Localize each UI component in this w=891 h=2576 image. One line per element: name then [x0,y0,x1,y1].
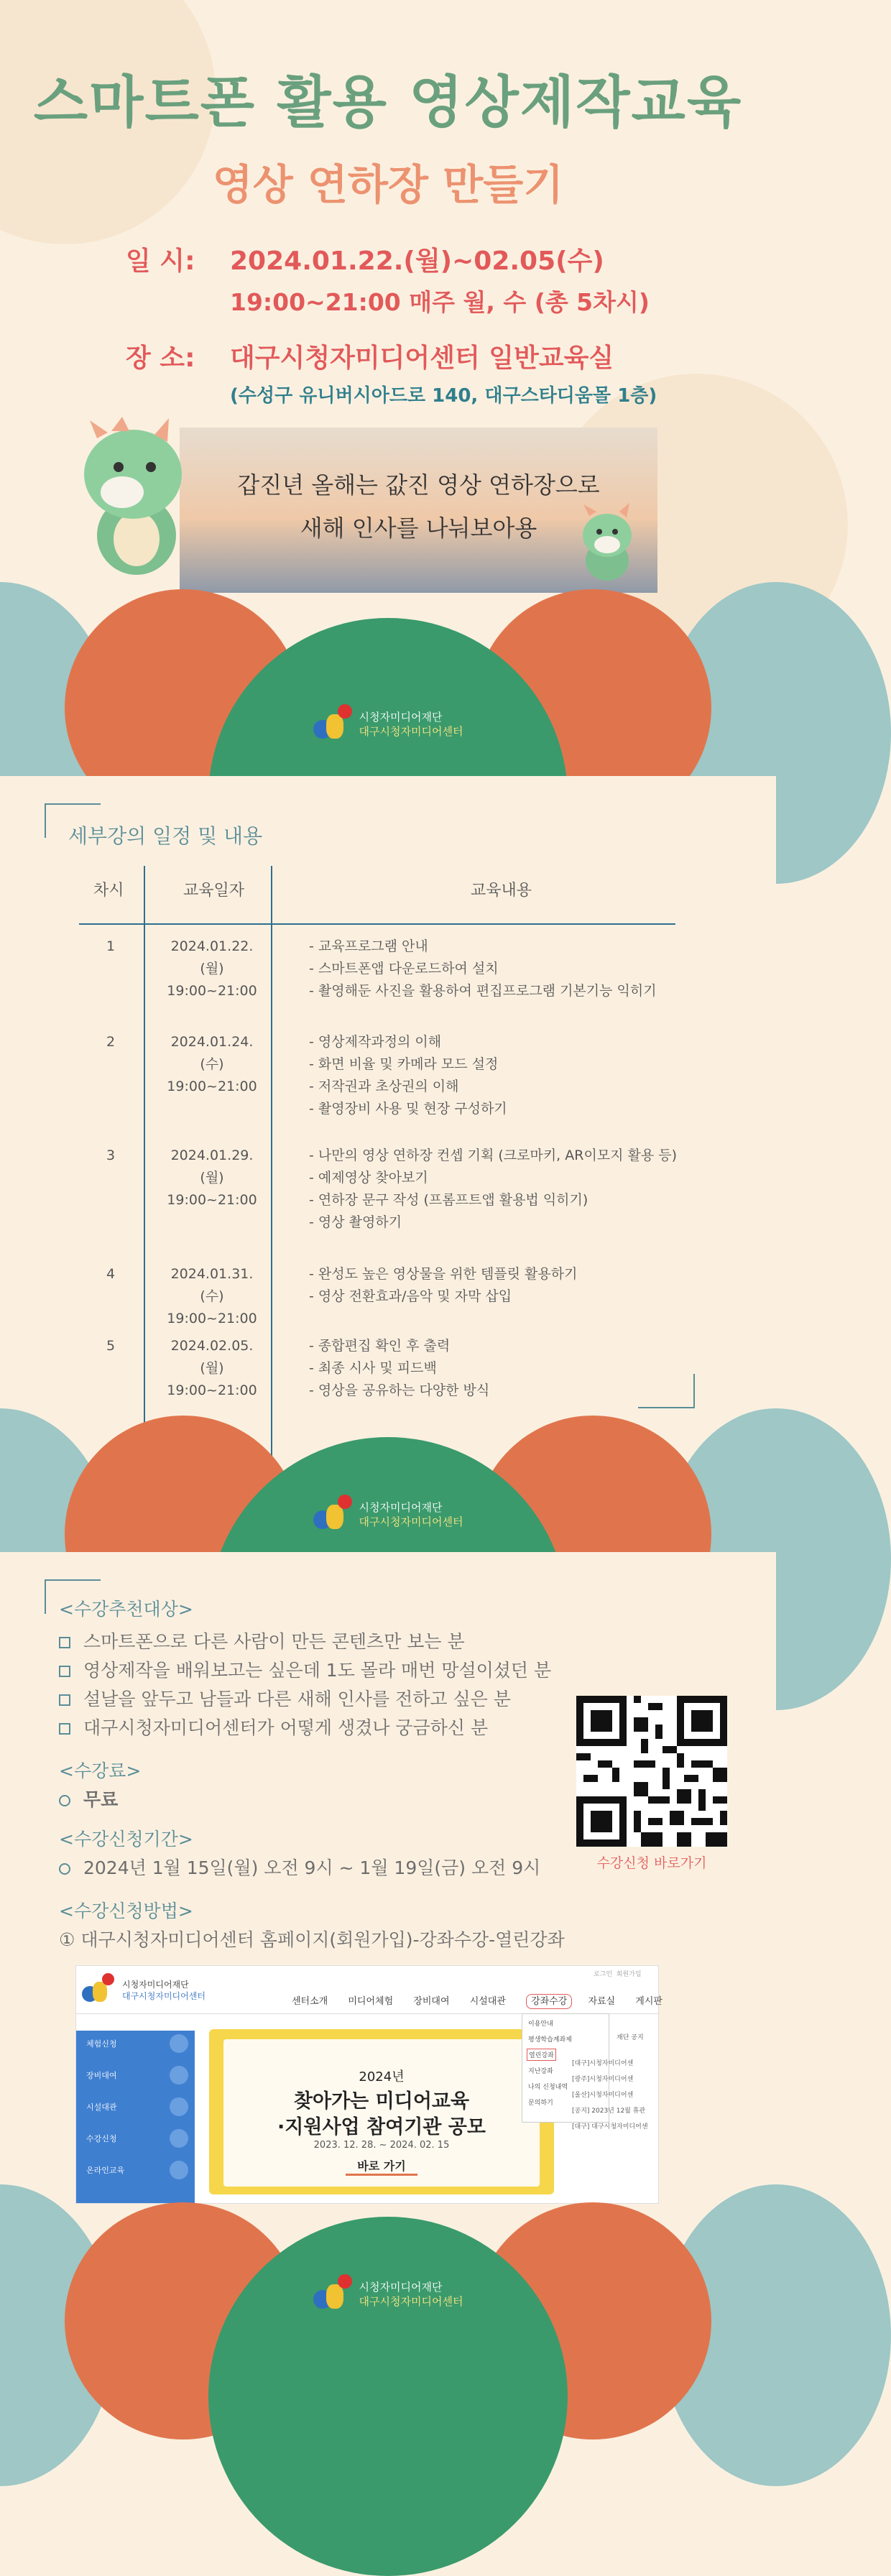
place-label: 장 소: [126,343,195,373]
notice-item[interactable]: [광주]시청자미디어센 [572,2076,634,2083]
target-title: <수강추천대상> [59,1599,193,1620]
fee-title: <수강료> [59,1760,142,1781]
dropdown-item[interactable]: 이용안내 [528,2021,553,2028]
address: (수성구 유니버시아드로 140, 대구스타디움몰 1층) [230,385,657,407]
foundation-logo-icon [313,2274,354,2314]
date-value: 2024.01.22.(월)~02.05(수) [230,246,604,276]
notice-item[interactable]: [대구]시청자미디어센 [572,2060,634,2067]
logo-center: 대구시청자미디어센터 [359,725,463,738]
method-item: ① 대구시청자미디어센터 홈페이지(회원가입)-강좌수강-열린강좌 [59,1929,565,1950]
logo-center: 대구시청자미디어센터 [359,2295,463,2308]
target-item: 영상제작을 배워보고는 싶은데 1도 몰라 매번 망설이셨던 분 [59,1656,551,1682]
small-dragon-icon [575,503,640,582]
promo-year: 2024년 [359,2069,405,2085]
table-column-divider [271,866,272,1466]
foundation-logo [280,2274,496,2314]
session-number: 4 [106,1266,116,1282]
notice-item[interactable]: [공지] 2023년 12월 휴관 [572,2108,646,2115]
notice-list [572,2029,658,2194]
side-item[interactable]: 장비대여 [86,2071,117,2080]
corner-bracket [45,803,101,805]
foundation-logo [280,704,496,744]
schedule-title: 세부강의 일정 및 내용 [68,824,263,848]
side-menu [76,2031,195,2203]
notice-item[interactable]: [울산]시청자미디어센 [572,2092,634,2099]
session-content: - 교육프로그램 안내 - 스마트폰앱 다운로드하여 설치 - 촬영해둔 사진을 활용하여 편집프로그램 기본기능 익히기 [309,938,657,999]
foundation-logo [280,1495,496,1535]
session-date: 2024.01.31.(수) 19:00~21:00 [167,1266,257,1326]
side-icon [170,2129,188,2148]
promo-banner[interactable] [209,2029,554,2194]
nav-item[interactable]: 미디어체험 [348,1996,394,2007]
signup-link[interactable]: 회원가입 [616,1971,642,1978]
dropdown-item[interactable]: 지난강좌 [528,2068,553,2075]
dropdown-item[interactable]: 나의 신청내역 [528,2084,568,2091]
side-icon [170,2097,188,2116]
session-content: - 종합편집 확인 후 출력 - 최종 시사 및 피드백 - 영상을 공유하는 다양한 방식 [309,1338,490,1398]
session-date: 2024.01.22.(월) 19:00~21:00 [167,938,257,999]
nav-item[interactable]: 센터소개 [292,1996,328,2007]
foundation-logo-icon [313,1495,354,1535]
banner-line-2: 새해 인사를 나눠보아용 [300,514,537,542]
notice-tab[interactable]: 재단 공지 [617,2034,644,2041]
session-content: - 나만의 영상 연하장 컨셉 기획 (크로마키, AR이모지 활용 등) - 예제영상 찾아보기 - 연하장 문구 작성 (프롬프트앱 활용법 익히기) - 영상 촬영하기 [309,1148,678,1230]
corner-bracket [45,1579,46,1614]
header-session: 차시 [93,882,124,900]
corner-bracket [693,1374,695,1408]
logo-org: 시청자미디어재단 [359,2281,443,2294]
date-label: 일 시: [126,246,195,276]
corner-bracket [45,803,46,838]
side-item[interactable]: 수강신청 [86,2134,117,2143]
poster-panel-application [0,1552,776,2328]
time-value: 19:00~21:00 매주 월, 수 (총 5차시) [230,288,650,316]
target-item: 설날을 앞두고 남들과 다른 새해 인사를 전하고 싶은 분 [59,1685,511,1711]
dropdown-item-open-courses[interactable]: 열린강좌 [527,2049,556,2061]
corner-bracket [638,1407,694,1408]
foundation-logo-icon [313,704,354,744]
session-number: 5 [106,1338,116,1354]
nav-item[interactable]: 게시판 [635,1996,663,2007]
corner-bracket [45,1579,101,1581]
nav-item-courses[interactable]: 강좌수강 [526,1994,572,2009]
website-screenshot: 시청자미디어재단 대구시청자미디어센터 로그인 회원가입 센터소개 미디어체험 장비대여 시설대관 강좌수강 자료실 게시판 체험신청 장비대여 시설대관 수강신청 온라인교육 2024년 찾아가는 미디어교육 ·지원사업 참여기관 공모 2023. 12. 28. ~ 2024. 02. 15 바로 가기 이용안내 평생학습계좌제 열린강좌 지난강좌 나의 신청내역 문의하기 재단 공지 [대구]시청자미디어센 [광주]시청자미디어센 [울산]시청자미디어센 [공지] 2023년 12월 휴관 [대구] 대구시청자미디어센 [75,1965,659,2204]
table-column-divider [144,866,145,1466]
qr-caption[interactable]: 수강신청 바로가기 [596,1855,707,1871]
method-title: <수강신청방법> [59,1901,193,1921]
nav-item[interactable]: 자료실 [588,1996,616,2007]
target-item: 스마트폰으로 다른 사람이 만든 콘텐츠만 보는 분 [59,1628,465,1653]
dropdown-item[interactable]: 문의하기 [528,2100,553,2107]
promo-period: 2023. 12. 28. ~ 2024. 02. 15 [313,2140,450,2151]
dropdown-item[interactable]: 평생학습계좌제 [528,2036,572,2044]
site-logo-icon [82,1973,116,2008]
banner-line-1: 갑진년 올해는 값진 영상 연하장으로 [237,471,600,499]
side-item[interactable]: 체험신청 [86,2039,117,2049]
poster-panel-intro [0,0,776,776]
logo-org: 시청자미디어재단 [359,711,443,724]
poster-panel-schedule [0,776,776,1552]
header-date: 교육일자 [183,882,245,900]
subtitle: 영상 연하장 만들기 [212,160,564,209]
qr-code-icon[interactable] [576,1696,727,1847]
nav-item[interactable]: 장비대여 [413,1996,450,2007]
side-item[interactable]: 시설대관 [86,2102,117,2112]
dragon-mascot-icon [68,417,198,582]
hill-green [208,2217,568,2576]
login-link[interactable]: 로그인 [594,1971,613,1978]
side-icon [170,2066,188,2085]
session-number: 2 [106,1034,116,1050]
table-header-divider [79,923,675,925]
promo-go-button[interactable]: 바로 가기 [346,2157,417,2176]
side-icon [170,2034,188,2053]
session-number: 3 [106,1148,116,1163]
session-number: 1 [106,938,116,954]
fee-item: 무료 [59,1786,118,1811]
main-title: 스마트폰 활용 영상제작교육 [33,70,743,135]
nav-item[interactable]: 시설대관 [469,1996,506,2007]
top-links [594,1969,642,1978]
promo-line-1: 찾아가는 미디어교육 [293,2090,470,2113]
promo-line-2: ·지원사업 참여기관 공모 [277,2116,486,2138]
target-item: 대구시청자미디어센터가 어떻게 생겼나 궁금하신 분 [59,1714,488,1740]
session-content: - 영상제작과정의 이해 - 화면 비율 및 카메라 모드 설정 - 저작권과 초상권의 이해 - 촬영장비 사용 및 현장 구성하기 [309,1034,507,1117]
session-date: 2024.01.29.(월) 19:00~21:00 [167,1148,257,1208]
logo-center: 대구시청자미디어센터 [359,1515,463,1528]
session-content: - 완성도 높은 영상물을 위한 템플릿 활용하기 - 영상 전환효과/음악 및 자막 삽입 [309,1266,578,1304]
header-content: 교육내용 [471,882,532,900]
site-nav [292,1993,663,2007]
side-item[interactable]: 온라인교육 [86,2166,125,2175]
side-icon [170,2161,188,2179]
session-date: 2024.01.24.(수) 19:00~21:00 [167,1034,257,1094]
place-value: 대구시청자미디어센터 일반교육실 [230,343,614,373]
period-title: <수강신청기간> [59,1829,193,1850]
logo-org: 시청자미디어재단 [359,1501,443,1514]
period-item: 2024년 1월 15일(월) 오전 9시 ~ 1월 19일(금) 오전 9시 [59,1854,540,1880]
session-date: 2024.02.05.(월) 19:00~21:00 [167,1338,257,1398]
notice-item[interactable]: [대구] 대구시청자미디어센 [572,2123,648,2130]
